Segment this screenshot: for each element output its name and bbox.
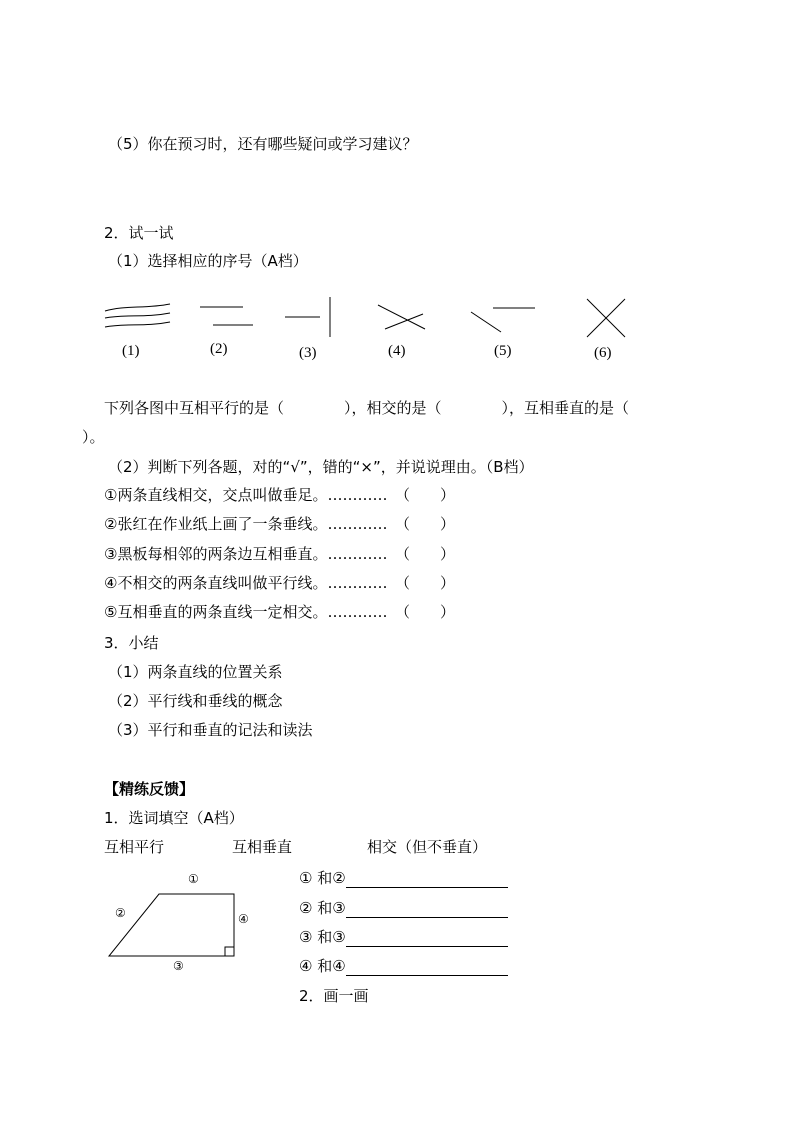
line-figures [95,292,655,342]
judge-item-5: ⑤互相垂直的两条直线一定相交。………… （ ） [104,603,455,621]
figure-label-1: (1) [122,343,140,359]
figure-5-non-intersecting [471,308,535,332]
trapezoid-figure [100,885,250,965]
word-choice-intersect: 相交（但不垂直） [367,838,488,856]
practice-question-2: 2．画一画 [299,987,369,1005]
figure-1-wavy-parallel [105,304,170,327]
answer-blank-3[interactable] [346,930,508,947]
figure-4-intersecting [378,305,425,329]
answer-blank-2[interactable] [346,901,508,918]
pair-label-1: ① 和② [299,869,346,887]
pair-label-2: ② 和③ [299,899,346,917]
figure-6-cross [587,299,625,337]
judge-item-1: ①两条直线相交，交点叫做垂足。………… （ ） [104,486,455,504]
trapezoid-label-2: ② [115,906,126,920]
pair-item-3 [299,927,508,947]
summary-item-1: （1）两条直线的位置关系 [108,663,283,681]
judge-title: （2）判断下列各题，对的“√”，错的“×”，并说说理由。（B档） [108,458,534,476]
figure-label-3: (3) [299,345,317,361]
pair-label-3: ③ 和③ [299,928,346,946]
figure-3-perpendicular [285,297,330,337]
figure-label-5: (5) [494,343,512,359]
word-choice-parallel: 互相平行 [104,838,165,856]
summary-title: 3．小结 [104,634,159,652]
answer-blank-1[interactable] [346,871,508,888]
figure-label-2: (2) [210,341,228,357]
practice-question-1: 1．选词填空（A档） [104,809,244,827]
pair-item-1 [299,868,508,888]
figure-label-4: (4) [388,343,406,359]
summary-item-3: （3）平行和垂直的记法和读法 [108,721,313,739]
trapezoid-label-1: ① [188,872,199,886]
fill-in-line-continued: ）。 [82,428,105,446]
figure-2-parallel [200,307,253,325]
judge-item-2: ②张红在作业纸上画了一条垂线。………… （ ） [104,515,455,533]
summary-item-2: （2）平行线和垂线的概念 [108,692,283,710]
practice-heading: 【精练反馈】 [104,780,195,798]
fill-in-line: 下列各图中互相平行的是（ ），相交的是（ ），互相垂直的是（ [104,399,630,417]
word-choice-perpendicular: 互相垂直 [232,838,293,856]
answer-blank-4[interactable] [346,959,508,976]
preview-question: （5）你在预习时，还有哪些疑问或学习建议？ [108,135,418,153]
figure-label-6: (6) [594,345,612,361]
judge-item-4: ④不相交的两条直线叫做平行线。………… （ ） [104,574,455,592]
trapezoid-label-4: ④ [238,912,249,926]
pair-item-4 [299,956,508,976]
judge-item-3: ③黑板每相邻的两条边互相垂直。………… （ ） [104,545,455,563]
pair-item-2 [299,898,508,918]
pair-label-4: ④ 和④ [299,957,346,975]
try-question-1: （1）选择相应的序号（A档） [108,252,308,270]
try-title: 2．试一试 [104,224,174,242]
trapezoid-label-3: ③ [173,959,184,973]
